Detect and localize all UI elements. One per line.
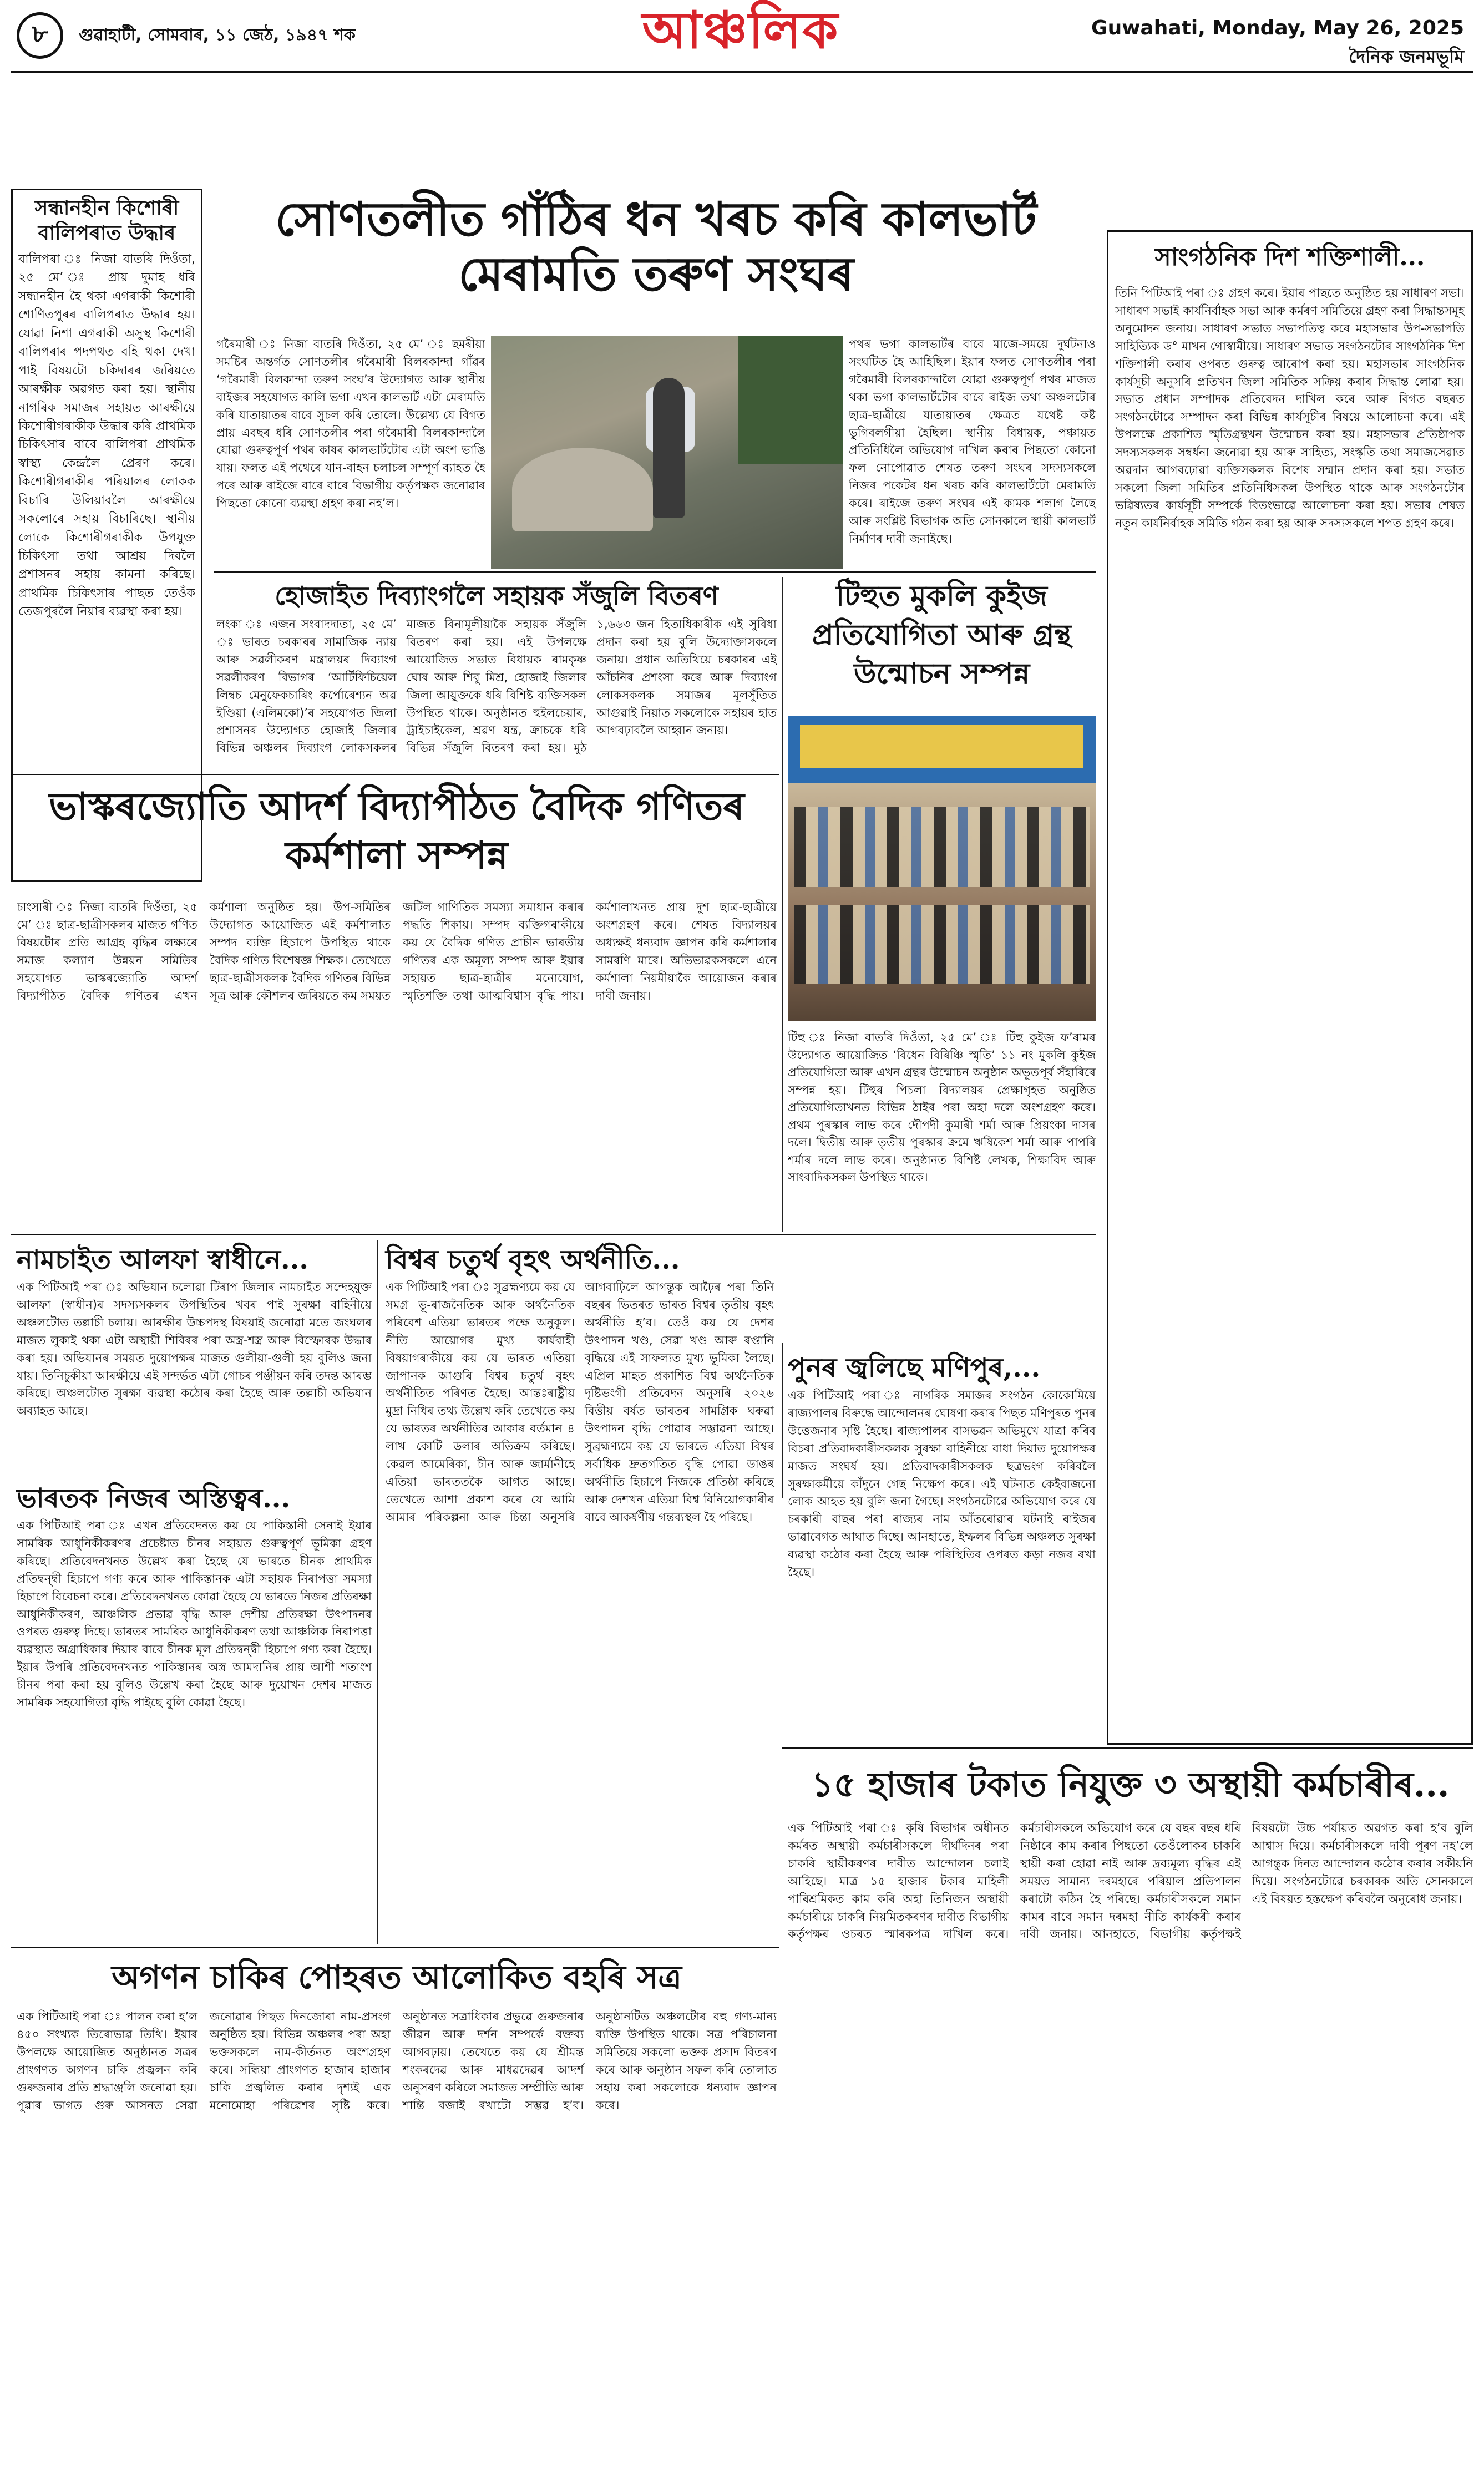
lead-photo xyxy=(491,336,843,569)
economy-body: এক পিটিআই পৰা ঃ সুব্ৰহ্মণ্যমে কয় যে সমগ্ৰ ভূ-ৰাজনৈতিক আৰু অৰ্থনৈতিক পৰিবেশ এতিয়া ভাৰতৰ পক্ষে অনুকূল। নীতি আয়োগৰ মুখ্য কাৰ্যবাহী বিষয়াগৰাকীয়ে কয় যে ভাৰত এতিয়া জাপানক আগুৰি বিশ্বৰ চতুৰ্থ বৃহৎ অৰ্থনীতিত পৰিণত হৈছে। আন্তঃৰাষ্ট্ৰীয় মুদ্ৰা নিধিৰ তথ্য উল্লেখ কৰি তেখেতে কয় যে ভাৰতৰ অৰ্থনীতিৰ আকাৰ বৰ্তমান ৪ লাখ কোটি ডলাৰ অতিক্ৰম কৰিছে। কেৱল আমেৰিকা, চীন আৰু জাৰ্মানীহে এতিয়া ভাৰততকৈ আগত আছে। তেখেতে আশা প্ৰকাশ কৰে যে আমি আমাৰ পৰিকল্পনা আৰু চিন্তা অনুসৰি আগবাঢ়িলে আগন্তুক আঢ়ৈৰ পৰা তিনি বছৰৰ ভিতৰত ভাৰত বিশ্বৰ তৃতীয় বৃহৎ অৰ্থনীতি হ’ব। তেওঁ কয় যে দেশৰ উৎপাদন খণ্ড, সেৱা খণ্ড আৰু ৰপ্তানি বৃদ্ধিয়ে এই সাফল্যত মুখ্য ভূমিকা লৈছে। এপ্ৰিল মাহত প্ৰকাশিত বিশ্ব অৰ্থনৈতিক দৃষ্টিভংগী প্ৰতিবেদন অনুসৰি ২০২৬ বিত্তীয় বৰ্ষত ভাৰতৰ সামগ্ৰিক ঘৰুৱা উৎপাদন বৃদ্ধি পোৱাৰ সম্ভাৱনা আছে। সুব্ৰহ্মণ্যমে কয় যে ভাৰতে এতিয়া বিশ্বৰ সৰ্বাধিক দ্ৰুতগতিত বৃদ্ধি পোৱা ডাঙৰ অৰ্থনীতি হিচাপে নিজকে প্ৰতিষ্ঠা কৰিছে আৰু দেশখন এতিয়া বিশ্ব বিনিয়োগকাৰীৰ বাবে আকৰ্ষণীয় গন্তব্যস্থল হৈ পৰিছে। xyxy=(386,1280,774,1524)
temp-staff-divider xyxy=(782,1747,1473,1749)
header-divider xyxy=(11,71,1473,73)
quiz-photo xyxy=(788,716,1096,1021)
page-header-left xyxy=(17,12,356,59)
quiz-caption: টিহু ঃ নিজা বাতৰি দিওঁতা, ২৫ মে’ ঃ টিহু কুইজ ফ’ৰামৰ উদ্যোগত আয়োজিত ‘বিধেন বিৰিঞ্চি স্মৃতি’ ১১ নং মুকলি কুইজ প্ৰতিযোগিতা আৰু এখন গ্ৰন্থৰ উন্মোচন অনুষ্ঠান অভূতপূৰ্ব সঁহাৰিৰে সম্পন্ন হয়। টিহুৰ পিচলা বিদ্যালয়ৰ প্ৰেক্ষাগৃহত অনুষ্ঠিত প্ৰতিযোগিতাখনত বিভিন্ন ঠাইৰ পৰা অহা দলে অংশগ্ৰহণ কৰে। প্ৰথম পুৰস্কাৰ লাভ কৰে দৌপদী কুমাৰী শৰ্মা আৰু প্ৰিয়ংকা দাসৰ দলে। দ্বিতীয় আৰু তৃতীয় পুৰস্কাৰ ক্ৰমে ঋষিকেশ শৰ্মা আৰু পাপৰি শৰ্মাৰ দলে লাভ কৰে। অনুষ্ঠানত বিশিষ্ট লেখক, শিক্ষাবিদ আৰু সাংবাদিকসকল উপস্থিত থাকে। xyxy=(788,1031,1096,1184)
org-strength-headline: সাংগঠনিক দিশ শক্তিশালী... xyxy=(1154,243,1425,271)
quiz-headline: টিহুত মুকলি কুইজ প্ৰতিযোগিতা আৰু গ্ৰন্থ উন্মোচন সম্পন্ন xyxy=(812,579,1072,691)
jobs-divider xyxy=(11,1947,779,1948)
page-header-right xyxy=(1091,17,1464,73)
lead-column-2: পথৰ ভগা কালভাৰ্টৰ বাবে মাজে-সময়ে দুৰ্ঘটনাও সংঘটিত হৈ আহিছিল। ইয়াৰ ফলত সোণতলীৰ পৰা গৰৈমাৰী বিলৰকান্দালৈ যোৱা গুৰুত্বপূৰ্ণ পথৰ মাজত থকা ভগা কালভাৰ্টটোৰ বাবে ৰাইজ তথা অঞ্চলটোৰ ছাত্ৰ-ছাত্ৰীয়ে যাতায়াতৰ ক্ষেত্ৰত যথেষ্ট কষ্ট ভুগিবলগীয়া হৈছিল। স্থানীয় বিধায়ক, পঞ্চায়ত প্ৰতিনিধিলৈ অভিযোগ দাখিল কৰাৰ পিছতো কোনো ফল নোপোৱাত শেষত তৰুণ সংঘৰ সদস্যসকলে নিজৰ পকেটৰ ধন খৰচ কৰি কালভাৰ্টটো মেৰামতি কৰে। ৰাইজে তৰুণ সংঘৰ এই কামক শলাগ লৈছে আৰু সংশ্লিষ্ট বিভাগক অতি সোনকালে স্থায়ী কালভাৰ্ট নিৰ্মাণৰ দাবী জনাইছে। xyxy=(849,337,1096,545)
lead-column-1: গৰৈমাৰী ঃ নিজা বাতৰি দিওঁতা, ২৫ মে’ ঃ ছমৰীয়া সমষ্টিৰ অন্তৰ্গত সোণতলীৰ গৰৈমাৰী বিলৰকান্দা গাঁৱৰ ‘গৰৈমাৰী বিলকান্দা তৰুণ সংঘ’ৰ উদ্যোগত আৰু স্থানীয় বাইজৰ সহযোগত কালি ভগা এখন কালভাৰ্ট এটা মেৰামতি কৰি যাতায়াতৰ বাবে সুচল কৰি তোলে। উল্লেখ্য যে বিগত প্ৰায় এবছৰ ধৰি সোণতলীৰ পৰা গৰৈমাৰী বিলৰকান্দালৈ যোৱা গুৰুত্বপূৰ্ণ পথৰ কাষৰ কালভাৰ্টটোৰ এটা অংশ ভাঙি যায়। ফলত এই পথেৰে যান-বাহন চলাচল সম্পূৰ্ণ ব্যাহত হৈ পৰে আৰু ৰাইজে বাৰে বাৰে বিভাগীয় কৰ্তৃপক্ষক জনোৱাৰ পিছতো কোনো ব্যৱস্থা গ্ৰহণ কৰা নহ’ল। xyxy=(216,337,485,510)
missing-girl-body: বালিপৰা ঃ নিজা বাতৰি দিওঁতা, ২৫ মে’ ঃ প্ৰায় দুমাহ ধৰি সন্ধানহীন হৈ থকা এগৰাকী কিশোৰী শোণিতপুৰৰ বালিপৰাত উদ্ধাৰ হয়। যোৱা নিশা এগৰাকী অসুস্থ কিশোৰী বালিপৰাৰ পদপথত বহি থকা দেখা পাই বিষয়টো চকিদাৰৰ জৰিয়তে আৰক্ষীক অৱগত কৰা হয়। স্থানীয় নাগৰিক সমাজৰ সহায়ত আৰক্ষীয়ে কিশোৰীগৰাকীক উদ্ধাৰ কৰি প্ৰাথমিক চিকিৎসাৰ বাবে বালিপৰা প্ৰাথমিক স্বাস্থ্য কেন্দ্ৰলৈ প্ৰেৰণ কৰে। কিশোৰীগৰাকীৰ পৰিয়ালৰ লোকক বিচাৰি উলিয়াবলৈ আৰক্ষীয়ে সকলোৰে সহায় বিচাৰিছে। স্থানীয় লোকে কিশোৰীগৰাকীক উপযুক্ত চিকিৎসা তথা আশ্ৰয় দিবলৈ প্ৰশাসনৰ সহায় কামনা কৰিছে। প্ৰাথমিক চিকিৎসাৰ পাছত তেওঁক তেজপুৰলৈ নিয়াৰ ব্যৱস্থা কৰা হয়। xyxy=(18,252,195,619)
mid-divider xyxy=(11,1234,1096,1235)
jobs-body: এক পিটিআই পৰা ঃ পালন কৰা হ’ল ৪৫০ সংখ্যক তিৰোভাৱ তিথি। ইয়াৰ উপলক্ষে আয়োজিত অনুষ্ঠানত সত্ৰৰ প্ৰাংগণত অগণন চাকি প্ৰজ্বলন কৰি গুৰুজনাৰ প্ৰতি শ্ৰদ্ধাঞ্জলি জনোৱা হয়। পুৱাৰ ভাগত গুৰু আসনত সেৱা জনোৱাৰ পিছত দিনজোৰা নাম-প্ৰসংগ অনুষ্ঠিত হয়। বিভিন্ন অঞ্চলৰ পৰা অহা ভক্তসকলে নাম-কীৰ্তনত অংশগ্ৰহণ কৰে। সন্ধিয়া প্ৰাংগণত হাজাৰ হাজাৰ চাকি প্ৰজ্বলিত কৰাৰ দৃশ্যই এক মনোমোহা পৰিৱেশৰ সৃষ্টি কৰে। অনুষ্ঠানত সত্ৰাধিকাৰ প্ৰভুৱে গুৰুজনাৰ জীৱন আৰু দৰ্শন সম্পৰ্কে বক্তব্য আগবঢ়ায়। তেখেতে কয় যে শ্ৰীমন্ত শংকৰদেৱ আৰু মাধৱদেৱৰ আদৰ্শ অনুসৰণ কৰিলে সমাজত সম্প্ৰীতি আৰু শান্তি বজাই ৰখাটো সম্ভৱ হ’ব। অনুষ্ঠানটিত অঞ্চলটোৰ বহু গণ্য-মান্য ব্যক্তি উপস্থিত থাকে। সত্ৰ পৰিচালনা সমিতিয়ে সকলো ভক্তক প্ৰসাদ বিতৰণ কৰে আৰু অনুষ্ঠান সফল কৰি তোলাত সহায় কৰা সকলোকে ধন্যবাদ জ্ঞাপন কৰে। xyxy=(17,2010,777,2112)
org-strength-article xyxy=(1107,230,1473,1745)
masthead-title: আঞ্চলিক xyxy=(642,1,839,60)
manipur-headline: পুনৰ জ্বলিছে মণিপুৰ,... xyxy=(788,1352,1041,1384)
masthead xyxy=(555,3,926,63)
hojai-body: লংকা ঃ এজন সংবাদদাতা, ২৫ মে’ ঃ ভাৰত চৰকাৰৰ সামাজিক ন্যায় আৰু সৱলীকৰণ মন্ত্ৰালয়ৰ দিব্যাংগ সৱলীকৰণ বিভাগৰ ‘আৰ্টিফিচিয়েল লিম্বচ মেনুফেকচাৰিং কৰ্পোৰেশ্যন অৱ ইণ্ডিয়া (এলিমকো)’ৰ সহযোগত জিলা প্ৰশাসনৰ উদ্যোগত হোজাই জিলাৰ বিভিন্ন অঞ্চলৰ দিব্যাংগ লোকসকলৰ মাজত বিনামূলীয়াকৈ সহায়ক সঁজুলি বিতৰণ কৰা হয়। এই উপলক্ষে আয়োজিত সভাত বিধায়ক ৰামকৃষ্ণ ঘোষ আৰু শিবু মিশ্ৰ, হোজাই জিলাৰ জিলা আয়ুক্তকে ধৰি বিশিষ্ট ব্যক্তিসকল উপস্থিত থাকে। অনুষ্ঠানত হুইলচেয়াৰ, ট্ৰাইচাইকেল, শ্ৰৱণ যন্ত্ৰ, ক্ৰাচকে ধৰি বিভিন্ন সঁজুলি বিতৰণ কৰা হয়। মুঠ ১,৬৬৩ জন হিতাধিকাৰীক এই সুবিধা প্ৰদান কৰা হয় বুলি উদ্যোক্তাসকলে জনায়। প্ৰধান অতিথিয়ে চৰকাৰৰ এই আঁচনিৰ প্ৰশংসা কৰে আৰু দিব্যাংগ লোকসকলক সমাজৰ মূলসুঁতিত আগুৱাই নিয়াত সকলোকে সহায়ৰ হাত আগবঢ়াবলৈ আহ্বান জনায়। xyxy=(216,617,777,755)
hojai-headline: হোজাইত দিব্যাংগলৈ সহায়ক সঁজুলি বিতৰণ xyxy=(275,581,718,611)
org-strength-body: তিনি পিটিআই পৰা ঃ গ্ৰহণ কৰে। ইয়াৰ পাছতে অনুষ্ঠিত হয় সাধাৰণ সভা। সাধাৰণ সভাই কাৰ্যনিৰ্বাহক সভা আৰু কৰ্মৰণ সমিতিয়ে গ্ৰহণ কৰা সিদ্ধান্তসমূহ অনুমোদন জনায়। সাধাৰণ সভাত সভাপতিত্ব কৰে মহাসভাৰ উপ-সভাপতি সাহিত্যিক ড° মাখন গোস্বামীয়ে। সাধাৰণ সভাত সংগঠনটোৰ সাংগঠনিক দিশ শক্তিশালী কৰাৰ ওপৰত গুৰুত্ব আৰোপ কৰা হয়। মহাসভাৰ সাংগঠনিক কাৰ্যসূচী অনুসৰি প্ৰতিখন জিলা সমিতিক সক্ৰিয় কৰাৰ সিদ্ধান্ত লোৱা হয়। সভাত প্ৰধান সম্পাদক প্ৰতিবেদন দাখিল কৰে আৰু বিগত বছৰত সংগঠনটোৱে সম্পাদন কৰা বিভিন্ন কাৰ্যসূচীৰ বিষয়ে আলোচনা কৰে। এই উপলক্ষে প্ৰকাশিত স্মৃতিগ্ৰন্থখন উন্মোচন কৰা হয়। মহাসভাৰ প্ৰতিষ্ঠাপক সদস্যসকলক সম্বৰ্ধনা জনোৱা হয় আৰু সাহিত্য, সংস্কৃতি তথা সমাজসেৱাত অৱদান আগবঢ়োৱা ব্যক্তিসকলক বিশেষ সম্মান প্ৰদান কৰা হয়। সভাত সকলো জিলা সমিতিৰ প্ৰতিনিধিসকল উপস্থিত থাকে আৰু সংগঠনটোৰ ভৱিষ্যতৰ কাৰ্যসূচী সম্পৰ্কে বিতংভাৱে আলোচনা কৰা হয়। সভাৰ শেষত নতুন কাৰ্যনিৰ্বাহক সমিতি গঠন কৰা হয় আৰু সদস্যসকলে শপত গ্ৰহণ কৰে। xyxy=(1115,286,1465,530)
economy-headline: বিশ্বৰ চতুৰ্থ বৃহৎ অৰ্থনীতি... xyxy=(386,1244,680,1275)
quiz-divider xyxy=(782,577,783,1232)
economy-divider xyxy=(377,1240,378,1944)
india-power-body: এক পিটিআই পৰা ঃ এখন প্ৰতিবেদনত কয় যে পাকিস্তানী সেনাই ইয়াৰ সামৰিক আধুনিকীকৰণৰ প্ৰচেষ্টাত চীনৰ সহায়ত গুৰুত্বপূৰ্ণ ভূমিকা গ্ৰহণ কৰিছে। প্ৰতিবেদনখনত উল্লেখ কৰা হৈছে যে ভাৰতে চীনক প্ৰাথমিক প্ৰতিদ্বন্দ্বী হিচাপে গণ্য কৰে আৰু পাকিস্তানক এটা সহায়ক নিৰাপত্তা সমস্যা হিচাপে বিবেচনা কৰে। প্ৰতিবেদনখনত কোৱা হৈছে যে ভাৰতে নিজৰ প্ৰতিৰক্ষা আধুনিকীকৰণ, আঞ্চলিক প্ৰভাৱ বৃদ্ধি আৰু দেশীয় প্ৰতিৰক্ষা উৎপাদনৰ ওপৰত গুৰুত্ব দিছে। ভাৰতৰ সামৰিক আধুনিকীকৰণ তথা আঞ্চলিক নিৰাপত্তা ব্যৱস্থাত অগ্ৰাধিকাৰ দিয়াৰ বাবে চীনক মূল প্ৰতিদ্বন্দ্বী হিচাপে গণ্য কৰা হৈছে। ইয়াৰ উপৰি প্ৰতিবেদনখনত পাকিস্তানৰ অস্ত্ৰ আমদানিৰ প্ৰায় আশী শতাংশ চীনৰ পৰা কৰা হয় বুলিও উল্লেখ কৰা হৈছে আৰু দুয়োখন দেশৰ মাজত সামৰিক সহযোগিতা বৃদ্ধি পাইছে বুলি কোৱা হৈছে। xyxy=(17,1519,372,1710)
missing-girl-article xyxy=(11,189,202,882)
jobs-headline: অগণন চাকিৰ পোহৰত আলোকিত বহৰি সত্ৰ xyxy=(112,1958,682,1996)
missing-girl-headline: সন্ধানহীন কিশোৰী বালিপৰাত উদ্ধাৰ xyxy=(34,196,179,245)
temp-staff-body: এক পিটিআই পৰা ঃ কৃষি বিভাগৰ অধীনত কৰ্মৰত অস্থায়ী কৰ্মচাৰীসকলে দীৰ্ঘদিনৰ পৰা চাকৰি স্থায়ীকৰণৰ দাবীত আন্দোলন চলাই আহিছে। মাত্ৰ ১৫ হাজাৰ টকাৰ মাহিলী পাৰিশ্ৰমিকত কাম কৰি অহা তিনিজন অস্থায়ী কৰ্মচাৰীয়ে চাকৰি নিয়মিতকৰণৰ দাবীত বিভাগীয় কৰ্তৃপক্ষৰ ওচৰত স্মাৰকপত্ৰ দাখিল কৰে। কৰ্মচাৰীসকলে অভিযোগ কৰে যে বছৰ বছৰ ধৰি নিষ্ঠাৰে কাম কৰাৰ পিছতো তেওঁলোকৰ চাকৰি স্থায়ী কৰা হোৱা নাই আৰু দ্ৰব্যমূল্য বৃদ্ধিৰ এই সময়ত সামান্য দৰমহাৰে পৰিয়াল প্ৰতিপালন কৰাটো কঠিন হৈ পৰিছে। কৰ্মচাৰীসকলে সমান কামৰ বাবে সমান দৰমহা নীতি কাৰ্যকৰী কৰাৰ দাবী জনায়। আনহাতে, বিভাগীয় কৰ্তৃপক্ষই বিষয়টো উচ্চ পৰ্যায়ত অৱগত কৰা হ’ব বুলি আশ্বাস দিয়ে। কৰ্মচাৰীসকলে দাবী পূৰণ নহ’লে আগন্তুক দিনত আন্দোলন কঠোৰ কৰাৰ সকীয়নি দিয়ে। সংগঠনটোৱে চৰকাৰক অতি সোনকালে এই বিষয়ত হস্তক্ষেপ কৰিবলৈ অনুৰোধ জনায়। xyxy=(788,1821,1473,1941)
manipur-body: এক পিটিআই পৰা ঃ নাগৰিক সমাজৰ সংগঠন কোকোমিয়ে ৰাজ্যপালৰ বিৰুদ্ধে আন্দোলনৰ ঘোষণা কৰাৰ পিছত মণিপুৰত পুনৰ উত্তেজনাৰ সৃষ্টি হৈছে। ৰাজ্যপালৰ বাসভৱন অভিমুখে যাত্ৰা কৰিব বিচৰা প্ৰতিবাদকাৰীসকলক সুৰক্ষা বাহিনীয়ে বাধা দিয়াত দুয়োপক্ষৰ মাজত সংঘৰ্ষ হয়। প্ৰতিবাদকাৰীসকলক ছত্ৰভংগ কৰিবলৈ সুৰক্ষাকৰ্মীয়ে কাঁদুনে গেছ নিক্ষেপ কৰে। এই ঘটনাত কেইবাজনো লোক আহত হয় বুলি জনা গৈছে। সংগঠনটোৱে অভিযোগ কৰে যে চৰকাৰী বাছৰ পৰা ৰাজ্যৰ নাম আঁতৰোৱাৰ ঘটনাই ৰাইজৰ ভাৱাবেগত আঘাত দিছে। আনহাতে, ইম্ফলৰ বিভিন্ন অঞ্চলত সুৰক্ষা ব্যৱস্থা কঠোৰ কৰা হৈছে আৰু পৰিস্থিতিৰ ওপৰত কড়া নজৰ ৰখা হৈছে। xyxy=(788,1389,1096,1579)
vedic-body: চাংসাৰী ঃ নিজা বাতৰি দিওঁতা, ২৫ মে’ ঃ ছাত্ৰ-ছাত্ৰীসকলৰ মাজত গণিত বিষয়টোৰ প্ৰতি আগ্ৰহ বৃদ্ধিৰ লক্ষ্যৰে সমাজ কল্যাণ উন্নয়ন সমিতিৰ সহযোগত ভাস্কৰজ্যোতি আদৰ্শ বিদ্যাপীঠত বৈদিক গণিতৰ এখন কৰ্মশালা অনুষ্ঠিত হয়। উপ-সমিতিৰ উদ্যোগত আয়োজিত এই কৰ্মশালাত সম্পদ ব্যক্তি হিচাপে উপস্থিত থাকে বৈদিক গণিত বিশেষজ্ঞ শিক্ষক। তেখেতে ছাত্ৰ-ছাত্ৰীসকলক বৈদিক গণিতৰ বিভিন্ন সূত্ৰ আৰু কৌশলৰ জৰিয়তে কম সময়ত জটিল গাণিতিক সমস্যা সমাধান কৰাৰ পদ্ধতি শিকায়। সম্পদ ব্যক্তিগৰাকীয়ে কয় যে বৈদিক গণিত প্ৰাচীন ভাৰতীয় গণিতৰ এক অমূল্য সম্পদ আৰু ইয়াৰ সহায়ত ছাত্ৰ-ছাত্ৰীৰ মনোযোগ, স্মৃতিশক্তি তথা আত্মবিশ্বাস বৃদ্ধি পায়। কৰ্মশালাখনত প্ৰায় দুশ ছাত্ৰ-ছাত্ৰীয়ে অংশগ্ৰহণ কৰে। শেষত বিদ্যালয়ৰ অধ্যক্ষই ধন্যবাদ জ্ঞাপন কৰি কৰ্মশালাৰ সামৰণি মাৰে। অভিভাৱকসকলে এনে কৰ্মশালা নিয়মীয়াকৈ আয়োজন কৰাৰ দাবী জনায়। xyxy=(17,900,777,1002)
lead-headline: সোণতলীত গাঁঠিৰ ধন খৰচ কৰি কালভাৰ্ট মেৰামতি তৰুণ সংঘৰ xyxy=(275,191,1037,302)
india-power-headline: ভাৰতক নিজৰ অস্তিত্বৰ... xyxy=(17,1483,291,1514)
english-dateline: Guwahati, Monday, May 26, 2025 xyxy=(1091,17,1464,39)
assamese-dateline: গুৱাহাটী, সোমবাৰ, ১১ জেঠ, ১৯৪৭ শক xyxy=(79,25,356,45)
vedic-divider xyxy=(11,774,779,775)
temp-staff-headline: ১৫ হাজাৰ টকাত নিযুক্ত ৩ অস্থায়ী কৰ্মচাৰীৰ... xyxy=(811,1764,1450,1805)
paper-name: দৈনিক জনমভূমি xyxy=(1349,46,1464,67)
page-number: ৮ xyxy=(17,12,63,59)
alfa-body: এক পিটিআই পৰা ঃ অভিযান চলোৱা টিৰাপ জিলাৰ নামচাইত সন্দেহযুক্ত আলফা (স্বাধীন)ৰ সদস্যসকলৰ উপস্থিতিৰ খবৰ পাই সুৰক্ষা বাহিনীয়ে অঞ্চলটোত তল্লাচী চলায়। আৰক্ষীৰ উচ্চপদস্থ বিষয়াই জনোৱা মতে জংঘলৰ মাজত লুকাই থকা এটা অস্থায়ী শিবিৰৰ পৰা অস্ত্ৰ-শস্ত্ৰ আৰু বিস্ফোৰক উদ্ধাৰ কৰা হয়। অভিযানৰ সময়ত দুয়োপক্ষৰ মাজত গুলীয়া-গুলী হয় বুলিও জনা যায়। তিনিচুকীয়া আৰক্ষীয়ে এই সন্দৰ্ভত এটা গোচৰ পঞ্জীয়ন কৰি তদন্ত আৰম্ভ কৰিছে। অঞ্চলটোত সুৰক্ষা ব্যৱস্থা কঠোৰ কৰা হৈছে আৰু তল্লাচী অভিযান অব্যাহত আছে। xyxy=(17,1280,372,1418)
manipur-divider xyxy=(782,1343,783,1498)
vedic-headline: ভাস্কৰজ্যোতি আদৰ্শ বিদ্যাপীঠত বৈদিক গণিতৰ কৰ্মশালা সম্পন্ন xyxy=(49,784,744,878)
lead-divider xyxy=(214,571,1096,573)
alfa-headline: নামচাইত আলফা স্বাধীনে... xyxy=(17,1244,309,1275)
